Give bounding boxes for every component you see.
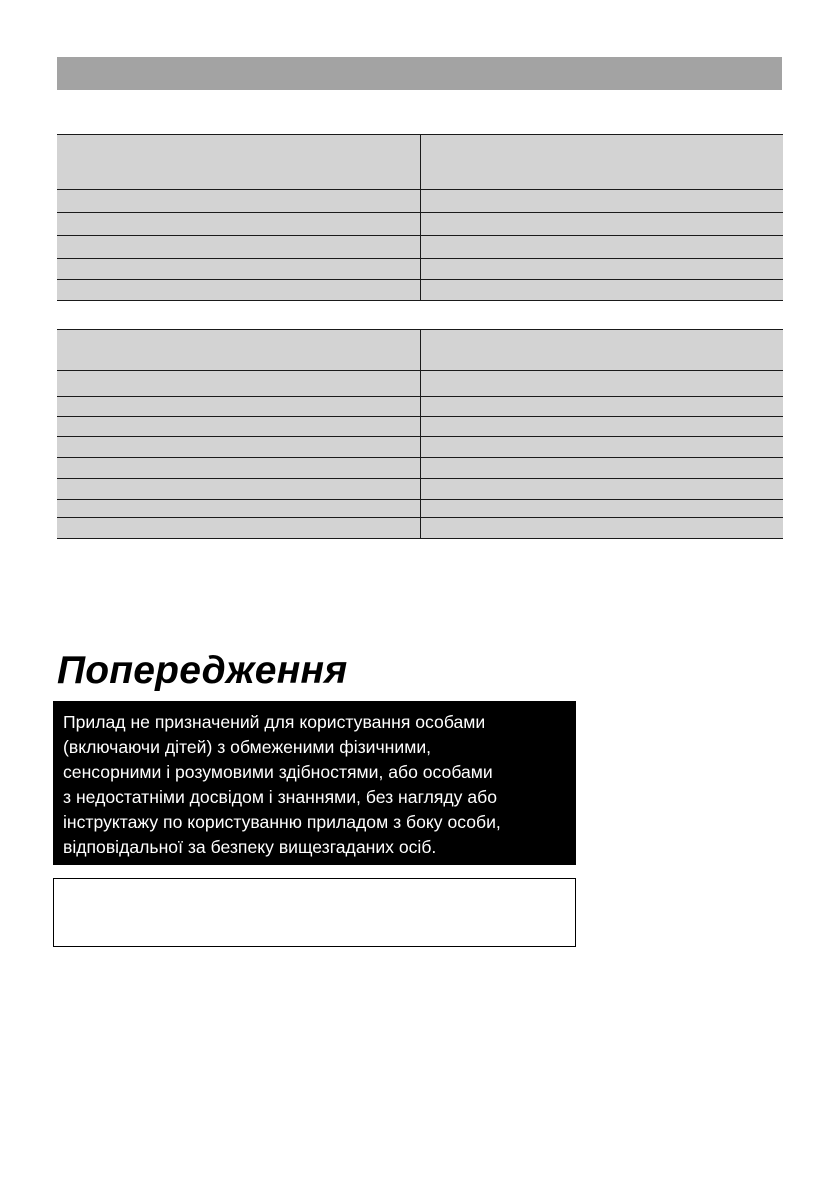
- table-cell: [57, 500, 420, 517]
- table-cell: [420, 330, 783, 370]
- warning-text-line: інструктажу по користуванню приладом з боку особи,: [63, 812, 501, 832]
- table-row: [57, 417, 783, 437]
- warning-text-line: відповідальної за безпеку вищезгаданих осіб.: [63, 837, 437, 857]
- table-cell: [420, 500, 783, 517]
- table-row: [57, 458, 783, 479]
- table-cell: [420, 518, 783, 538]
- table-cell: [420, 236, 783, 258]
- table-cell: [420, 135, 783, 189]
- table-cell: [57, 397, 420, 416]
- warning-text-line: сенсорними і розумовими здібностями, або особами: [63, 762, 493, 782]
- table-cell: [57, 259, 420, 279]
- table-row: [57, 518, 783, 539]
- table-cell: [420, 371, 783, 396]
- table-cell: [420, 213, 783, 235]
- table-row: [57, 280, 783, 301]
- table-cell: [57, 458, 420, 478]
- table-row: [57, 397, 783, 417]
- table-cell: [57, 479, 420, 499]
- warning-text-line: з недостатніми досвідом і знаннями, без нагляду або: [63, 787, 497, 807]
- table-cell: [420, 397, 783, 416]
- warning-box: [53, 701, 576, 865]
- table-row: [57, 190, 783, 213]
- table-row: [57, 213, 783, 236]
- table-cell: [57, 280, 420, 300]
- table-row: [57, 479, 783, 500]
- table-row: [57, 437, 783, 458]
- empty-note-box: [53, 878, 576, 947]
- table-cell: [420, 190, 783, 212]
- table-cell: [57, 190, 420, 212]
- warning-text-line: (включаючи дітей) з обмеженими фізичними,: [63, 737, 432, 757]
- table-cell: [57, 417, 420, 436]
- table-cell: [420, 437, 783, 457]
- table-cell: [420, 259, 783, 279]
- table-cell: [420, 458, 783, 478]
- table-cell: [57, 371, 420, 396]
- table-row: [57, 371, 783, 397]
- table-cell: [420, 280, 783, 300]
- table-cell: [57, 518, 420, 538]
- table-row: [57, 259, 783, 280]
- table-header-row: [57, 330, 783, 371]
- table-header-row: [57, 135, 783, 190]
- table-cell: [57, 437, 420, 457]
- warning-title: Попередження: [57, 649, 348, 692]
- warning-text-line: Прилад не призначений для користування особами: [63, 712, 486, 732]
- spec-table-2: [57, 329, 783, 539]
- table-row: [57, 236, 783, 259]
- table-cell: [57, 330, 420, 370]
- section-header-bar: [57, 57, 782, 90]
- table-cell: [420, 479, 783, 499]
- table-cell: [57, 236, 420, 258]
- table-cell: [57, 135, 420, 189]
- spec-table-1: [57, 134, 783, 301]
- table-cell: [57, 213, 420, 235]
- table-row: [57, 500, 783, 518]
- table-cell: [420, 417, 783, 436]
